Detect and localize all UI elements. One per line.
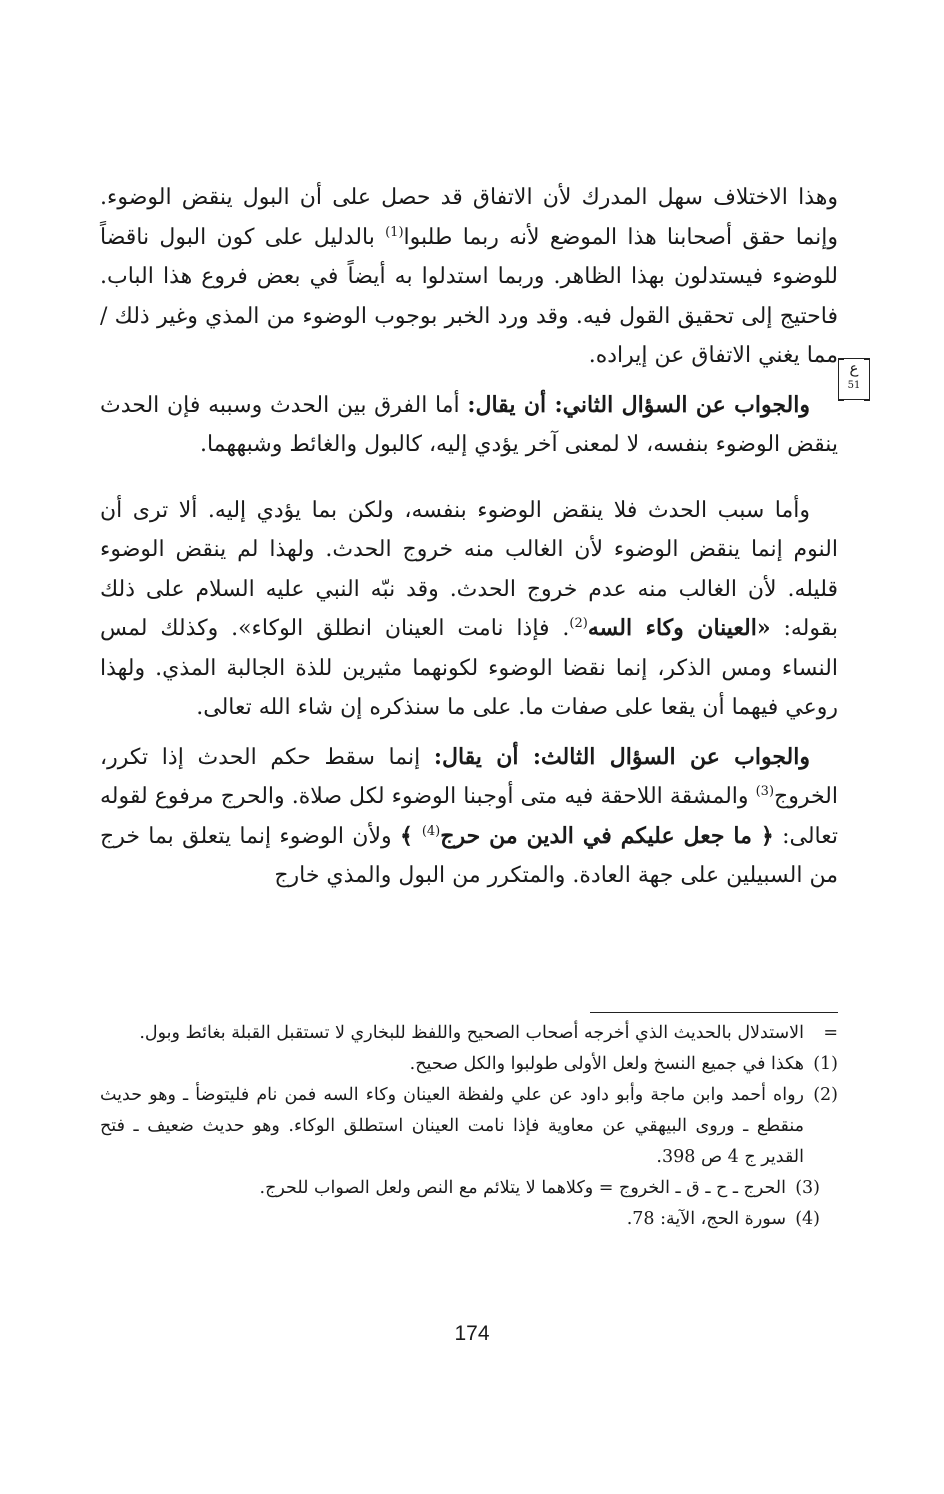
footnote-1-text: هكذا في جميع النسخ ولعل الأولى طولبوا والكل صحيح.	[409, 1054, 804, 1074]
paragraph-3-text-b: . فإذا نامت العينان انطلق الوكاء». وكذلك لمس النساء ومس الذكر، إنما نقضا الوضوء لكونهما مثيرين للذة الجالبة المذي. ولهذا روعي فيهما أن يقعا على صفات ما. على ما سنذكره إن شاء الله تعالى.	[100, 616, 838, 720]
footnote-2-mark: (2)	[813, 1085, 838, 1105]
footnote-3-mark: (3)	[795, 1178, 820, 1198]
footnote-ref-2[interactable]: (2)	[569, 616, 588, 631]
footnote-1-mark: (1)	[813, 1054, 838, 1074]
hadith-quote: «العينان وكاء السه	[587, 615, 771, 641]
footnote-continuation	[100, 1018, 838, 1049]
folio-letter: ع	[849, 359, 859, 377]
footnote-2-text: رواه أحمد وابن ماجة وأبو داود عن علي ولفظة العينان وكاء السه فمن نام فليتوضأ ـ وهو حديث منقطع ـ وروى البيهقي عن معاوية فإذا نامت العينان استطلق الوكاء. وهو حديث ضعيف ـ فتح القدير ج 4 ص 398.	[100, 1085, 804, 1167]
footnote-1	[100, 1049, 838, 1080]
continuation-mark: =	[823, 1023, 838, 1043]
footnote-4-mark: (4)	[795, 1209, 820, 1229]
footnote-3	[100, 1173, 838, 1204]
footnote-ref-3[interactable]: (3)	[755, 784, 775, 799]
paragraph-4	[100, 738, 838, 896]
footnote-separator	[590, 1012, 838, 1013]
footnote-ref-1[interactable]: (1)	[385, 224, 404, 240]
footnote-2	[100, 1080, 838, 1173]
footnote-4	[100, 1204, 838, 1235]
main-text	[100, 178, 838, 896]
paragraph-4-text-b: والمشقة اللاحقة فيه متى أوجبنا الوضوء لكل صلاة. والحرج مرفوع لقوله تعالى:	[100, 784, 838, 849]
footnote-ref-4[interactable]: (4)	[421, 823, 441, 839]
quran-verse-end: ﴾	[399, 822, 422, 849]
continuation-text: الاستدلال بالحديث الذي أخرجه أصحاب الصحيح واللفظ للبخاري لا تستقبل القبلة بغائط وبول.	[139, 1023, 804, 1043]
footnote-3-text: الحرج ـ ح ـ ق ـ الخروج = وكلاهما لا يتلائم مع النص ولعل الصواب للحرج.	[259, 1178, 786, 1198]
paragraph-4-lead: والجواب عن السؤال الثالث: أن يقال:	[433, 743, 810, 770]
paragraph-2	[100, 386, 838, 465]
paragraph-1-text-a: وهذا الاختلاف سهل المدرك لأن الاتفاق قد حصل على أن البول ينقض الوضوء. وإنما حقق أصحابنا هذا الموضع لأنه ربما طلبوا	[100, 185, 838, 250]
manuscript-folio-marker	[838, 358, 870, 400]
paragraph-1	[100, 178, 838, 376]
page-number: 174	[454, 1322, 490, 1345]
folio-number: 51	[847, 380, 861, 391]
paragraph-1-text-b: بالدليل على كون البول ناقضاً للوضوء فيستدلون بهذا الظاهر. وربما استدلوا به أيضاً في بعض فروع هذا الباب. فاحتيج إلى تحقيق القول فيه. وقد ورد الخبر بوجوب الوضوء من المذي وغير ذلك / مما يغني الاتفاق عن إيراده.	[100, 224, 838, 368]
paragraph-2-lead: والجواب عن السؤال الثاني: أن يقال:	[467, 391, 810, 418]
footnotes	[100, 1018, 838, 1235]
quran-verse: ﴿ ما جعل عليكم في الدين من حرج	[440, 822, 774, 849]
paragraph-3-text-a: وأما سبب الحدث فلا ينقض الوضوء بنفسه، ولكن بما يؤدي إليه. ألا ترى أن النوم إنما ينقض الوضوء لأن الغالب منه خروج الحدث. ولهذا لم ينقض الوضوء قليله. لأن الغالب منه عدم خروج الحدث. وقد نبّه النبي عليه السلام على ذلك بقوله:	[100, 497, 839, 641]
footnote-4-text: سورة الحج، الآية: 78.	[626, 1209, 786, 1229]
paragraph-4-text-a: إنما سقط حكم الحدث إذا تكرر، الخروج	[100, 744, 838, 809]
paragraph-2-text: أما الفرق بين الحدث وسببه فإن الحدث ينقض الوضوء بنفسه، لا لمعنى آخر يؤدي إليه، كالبول والغائط وشبههما.	[100, 392, 838, 457]
paragraph-4-text-c: ولأن الوضوء إنما يتعلق بما خرج من السبيلين على جهة العادة. والمتكرر من البول والمذي خارج	[100, 823, 838, 888]
paragraph-3	[100, 491, 838, 728]
